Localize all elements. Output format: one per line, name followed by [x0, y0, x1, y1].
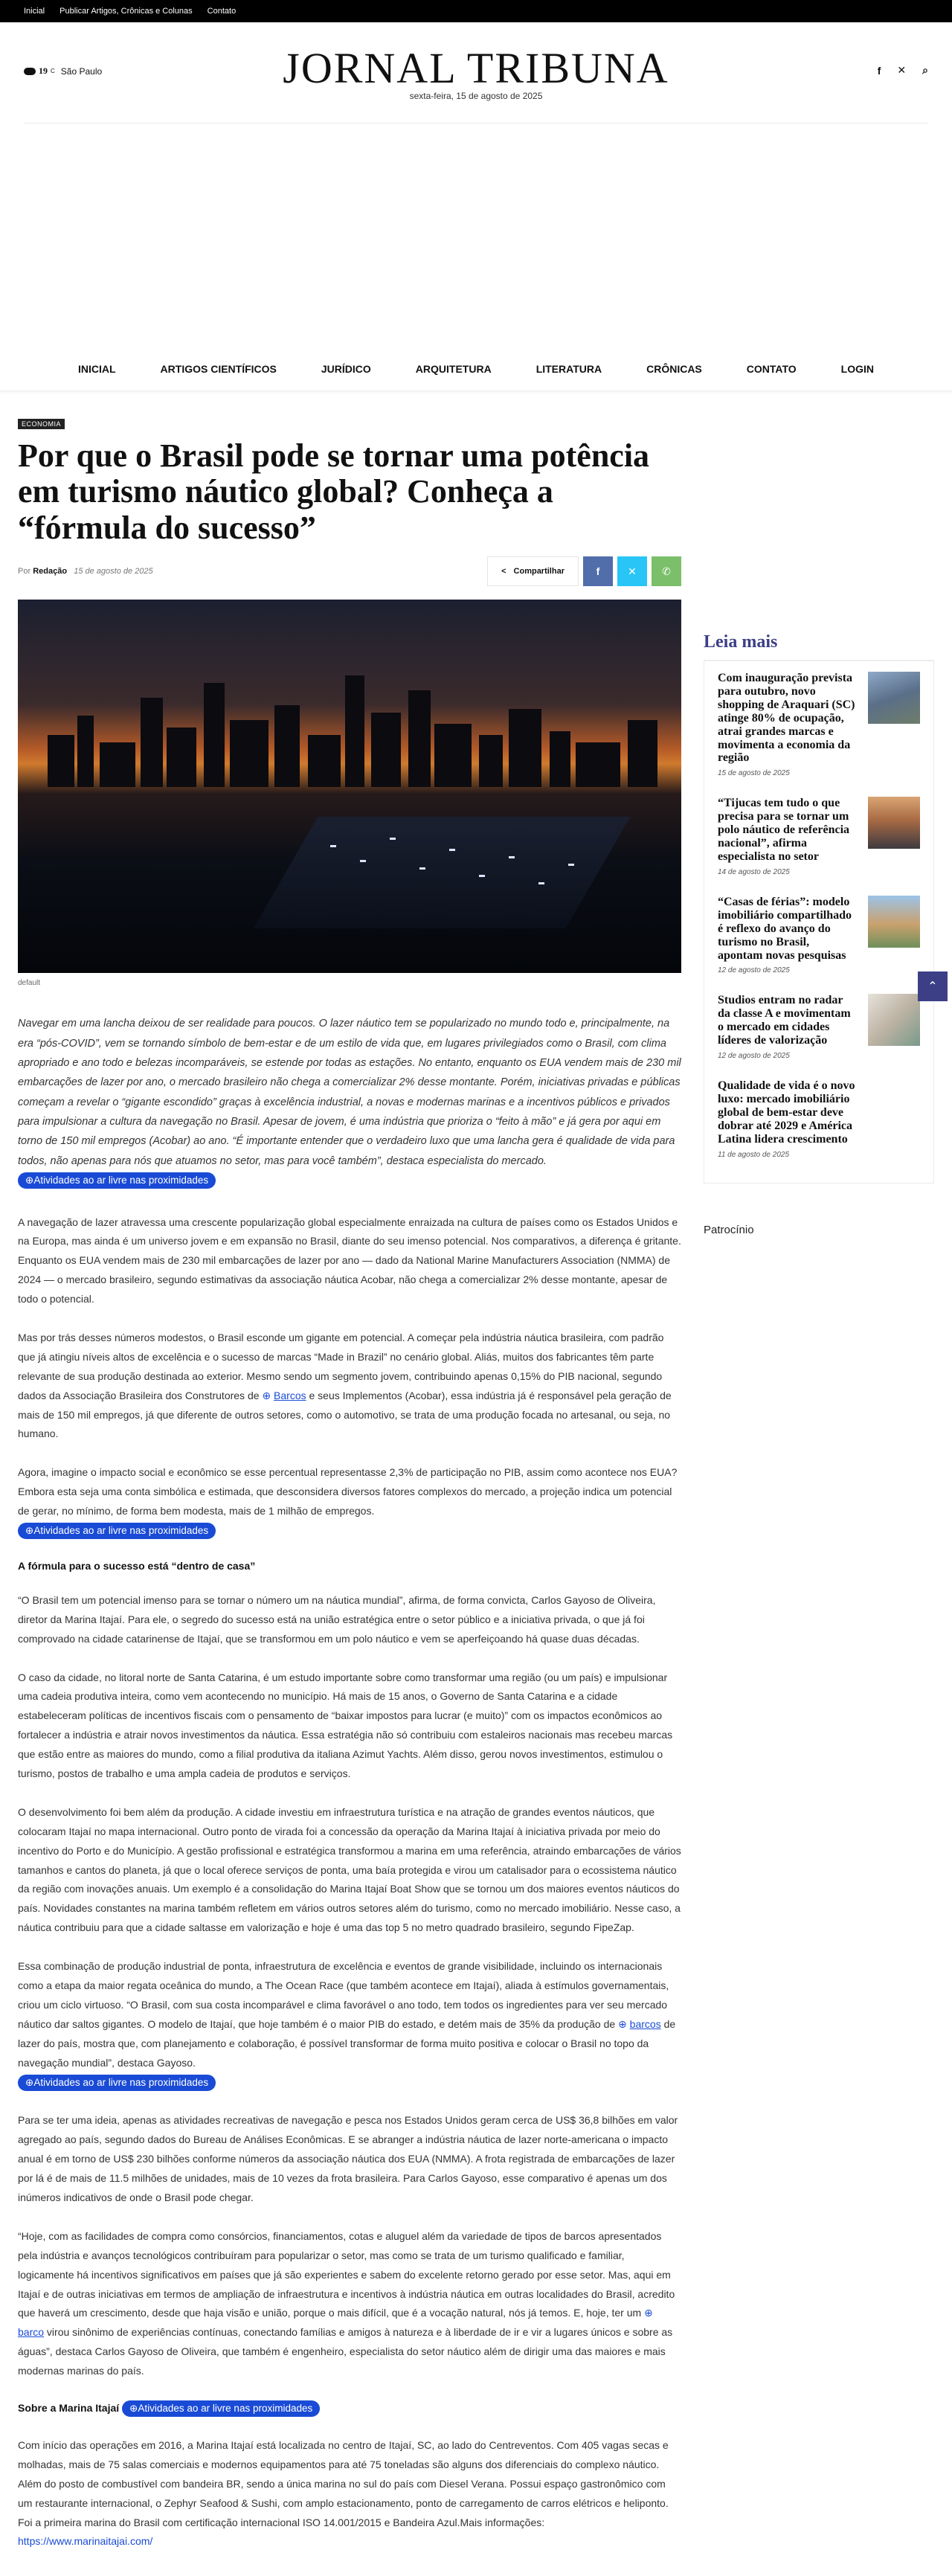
article-intro [18, 1014, 681, 1190]
x-share-icon[interactable]: ✕ [617, 556, 647, 586]
header-social [878, 64, 928, 77]
hero-image [18, 600, 681, 973]
sidebar-item-title[interactable]: “Casas de férias”: modelo imobiliário compartilhado é reflexo do avanço do turismo no Brasil, apontam novas pesquisas [718, 895, 852, 962]
sidebar-thumbnail[interactable] [868, 672, 920, 724]
sidebar-item[interactable] [718, 672, 920, 777]
sidebar-item-date: 11 de agosto de 2025 [718, 1150, 790, 1159]
sidebar-thumbnail[interactable] [868, 994, 920, 1046]
article-paragraph: “O Brasil tem um potencial imenso para se tornar o número um na náutica mundial”, afirma, de forma convicta, Carlos Gayoso de Oliveira, diretor da Marina Itajaí. Para ele, o segredo do sucesso está na união estratégica entre o setor público e a iniciativa privada, o que já foi comprovado na cidade catarinense de Itajaí, que se transformou em um polo náutico e vem se aperfeiçoando há quase duas décadas. [18, 1593, 656, 1645]
weather-unit: C [51, 68, 55, 74]
share-icon: < [501, 567, 506, 576]
nav-item-artigos[interactable]: ARTIGOS CIENTÍFICOS [160, 362, 277, 375]
sidebar-title: Leia mais [704, 632, 934, 661]
activities-pill[interactable]: ⊕ Atividades ao ar livre nas proximidades [122, 2400, 320, 2417]
sidebar-item-date: 15 de agosto de 2025 [718, 769, 790, 778]
paragraph-text: de lazer do país, mostra que, com planejamento e colaboração, é possível transformar de forma muito positiva e colocar o Brasil no topo da navegação mundial”, destaca Gayoso. [18, 2017, 676, 2069]
activities-pill[interactable]: ⊕ Atividades ao ar livre nas proximidades [18, 1523, 216, 1539]
topbar-link-inicial[interactable]: Inicial [24, 7, 45, 16]
sidebar-item[interactable] [718, 994, 920, 1060]
share-button[interactable] [487, 556, 579, 586]
marina-website-link[interactable]: https://www.marinaitajai.com/ [18, 2535, 153, 2548]
paragraph-text: “Hoje, com as facilidades de compra como consórcios, financiamentos, cotas e aluguel além da variedade de tipos de barcos apresentados pela indústria e avanços tecnológicos contribuíram para popularizar o setor, mas como se trata de um turismo qualificado e familiar, logicamente há incentivos significativos em países que já são experientes e sabem do excelente retorno gerado por esse setor. Mas, aqui em Itajaí e de outras iniciativas em termos de ampliação de infraestrutura e incentivos à indústria náutica em outras localidades do Brasil, acredito que haverá um crescimento, desde que haja visão e união, porque o mais difícil, que é a vocação natural, nós já temos. E, hoje, ter um [18, 2229, 675, 2319]
paragraph-text: Com início das operações em 2016, a Marina Itajaí está localizada no centro de Itajaí, SC, ao lado do Centreventos. Com 405 vagas secas e molhadas, mais de 75 salas comerciais e modernos equipamentos para até 75 toneladas são alguns dos diferenciais do complexo náutico. Além do posto de combustível com bandeira BR, sendo a única marina no sul do país com Diesel Verana. Possui espaço gastronômico com um restaurante internacional, o Zephyr Seafood & Sushi, com amplo estacionamento, ponto de carregamento de carros elétricos e heliponto. Foi a primeira marina do Brasil com certificação internacional ISO 14.001/2015 e Bandeira Azul.Mais informações: [18, 2438, 669, 2528]
scroll-to-top-button[interactable] [918, 971, 948, 1001]
share-label: Compartilhar [513, 567, 565, 576]
search-icon[interactable]: ⌕ [922, 64, 928, 76]
top-bar [0, 0, 952, 22]
sidebar [704, 632, 934, 1236]
barco-link[interactable]: ⊕ barco [18, 2307, 653, 2339]
article-paragraph [18, 1463, 681, 1541]
site-logo[interactable]: JORNAL TRIBUNA [283, 44, 669, 92]
article-meta-row [18, 556, 681, 586]
article-paragraph: Para se ter uma ideia, apenas as atividades recreativas de navegação e pesca nos Estados Unidos geram cerca de US$ 36,8 bilhões em valor agregado ao país, segundo dados do Bureau de Análises Econômicas. E se abranger a indústria náutica de lazer norte-americana o impacto anual é em torno de US$ 230 bilhões conforme números da associação náutica dos EUA (NMMA). A frota registrada de embarcações de lazer por lá é de mais de 11.5 milhões de unidades, mais de 10 vezes da frota brasileira. Para Carlos Gayoso, esse comparativo é apenas um dos inúmeros indicativos de onde o Brasil pode chegar. [18, 2114, 678, 2203]
main-nav [0, 347, 952, 391]
section-heading: A fórmula para o sucesso está “dentro de casa” [18, 1559, 256, 1572]
sidebar-item-date: 12 de agosto de 2025 [718, 966, 790, 975]
sidebar-list [704, 661, 934, 1183]
article-date: 15 de agosto de 2025 [74, 567, 153, 576]
facebook-share-icon[interactable]: f [583, 556, 613, 586]
weather-city: São Paulo [60, 65, 103, 77]
nav-item-contato[interactable]: CONTATO [746, 362, 797, 375]
article-paragraph [18, 2436, 681, 2551]
section-heading: Sobre a Marina Itajaí ⊕ Atividades ao ar livre nas proximidades [18, 2400, 681, 2417]
sidebar-item-title[interactable]: “Tijucas tem tudo o que precisa para se tornar um polo náutico de referência nacional”, afirma especialista no setor [718, 797, 850, 863]
article [18, 417, 681, 2571]
sidebar-item-date: 14 de agosto de 2025 [718, 867, 790, 876]
facebook-icon[interactable]: f [877, 64, 881, 77]
barcos-link[interactable]: ⊕ barcos [618, 2017, 661, 2030]
paragraph-text: e seus Implementos (Acobar), essa indústria já é responsável pela geração de mais de 150 mil empregos, já que diferente de outros setores, como o automotivo, se trata de uma produção focada no artesanal, ou seja, no humano. [18, 1389, 672, 1440]
topbar-link-contato[interactable]: Contato [207, 7, 237, 16]
article-paragraph: O caso da cidade, no litoral norte de Santa Catarina, é um estudo importante sobre como transformar uma região (ou um país) e impulsionar uma cadeia produtiva inteira, como vem acontecendo no município. Há mais de 15 anos, o Governo de Santa Catarina e a cidade estabeleceram políticas de incentivos fiscais com o pensamento de “baixar impostos para lucrar (e muito)” com os impactos econômicos ao fortalecer a indústria e atrair novos investimentos da náutica. Essa estratégia não só contribuiu com estaleiros nacionais mas recebeu marcas que estão entre as maiores do mundo, como a filial produtiva da italiana Azimut Yachts. Além disso, gerou novos investimentos, estimulou o turismo, postos de trabalho e uma ampla cadeia de produtos e serviços. [18, 1671, 673, 1780]
article-paragraph [18, 1329, 681, 1444]
activities-pill[interactable]: ⊕ Atividades ao ar livre nas proximidades [18, 1172, 216, 1189]
topbar-link-publicar[interactable]: Publicar Artigos, Crônicas e Colunas [60, 7, 193, 16]
paragraph-text: Essa combinação de produção industrial de ponta, infraestrutura de excelência e eventos de grande visibilidade, incluindo os internacionais como a etapa da maior regata oceânica do mundo, a The Ocean Race (que também acontece em Itajaí), aliada à estímulos governamentais, criou um ciclo virtuoso. “O Brasil, com sua costa incomparável e clima favorável o ano todo, tem todos os ingredientes para ver seu mercado náutico dar saltos gigantes. O modelo de Itajaí, que hoje também é o maior PIB do estado, e detém mais de 35% da produção de [18, 1960, 669, 2030]
article-paragraph: A navegação de lazer atravessa uma crescente popularização global especialmente enraizada na cultura de países como os Estados Unidos e na Europa, mas ainda é um universo jovem e em expansão no Brasil, diante do seu imenso potencial. Nos comparativos, a diferença é gritante. Enquanto os EUA vendem mais de 230 mil embarcações de lazer por ano — dado da National Marine Manufacturers Association (NMMA) de 2024 — o mercado brasileiro, segundo estimativas da associação náutica Acobar, não chega a comercializar 2% desse montante, apesar de todo o potencial. [18, 1215, 681, 1305]
sidebar-item-title[interactable]: Com inauguração prevista para outubro, novo shopping de Araquari (SC) atinge 80% de ocupação, atrai grandes marcas e movimenta a economia da região [718, 672, 855, 765]
x-icon[interactable]: ✕ [897, 64, 907, 76]
article-title: Por que o Brasil pode se tornar uma potência em turismo náutico global? Conheça a “fórmula do sucesso” [18, 437, 650, 546]
sidebar-thumbnail[interactable] [868, 797, 920, 849]
sidebar-item-title[interactable]: Studios entram no radar da classe A e movimentam o mercado em cidades líderes de valorização [718, 994, 851, 1047]
sidebar-item-date: 12 de agosto de 2025 [718, 1052, 790, 1061]
sponsor-label: Patrocínio [704, 1223, 754, 1236]
sidebar-item[interactable] [718, 797, 920, 876]
sidebar-thumbnail[interactable] [868, 896, 920, 948]
author-link[interactable]: Redação [33, 567, 68, 576]
article-paragraph [18, 2227, 681, 2381]
nav-item-login[interactable]: LOGIN [840, 362, 874, 375]
nav-item-juridico[interactable]: JURÍDICO [321, 362, 371, 375]
by-label: Por [18, 567, 31, 576]
nav-item-literatura[interactable]: LITERATURA [536, 362, 602, 375]
paragraph-text: Mas por trás desses números modestos, o Brasil esconde um gigante em potencial. A começar pela indústria náutica brasileira, com padrão que já atingiu níveis altos de excelência e o sucesso de marcas “Made in Brazil” no cenário global. Aliás, muitos dos fabricantes têm parte relevante de sua produção destinada ao exterior. Mesmo sendo um segmento jovem, contribuindo apenas 0,15% do PIB nacional, segundo dados da Associação Brasileira dos Construtores de [18, 1332, 664, 1401]
article-meta [18, 567, 153, 576]
nav-item-inicial[interactable]: INICIAL [77, 362, 116, 375]
intro-text: Navegar em uma lancha deixou de ser realidade para poucos. O lazer náutico tem se popularizado no mundo todo e, principalmente, na era “pós-COVID”, vem se tornando símbolo de bem-estar e de um estilo de vida que, em lugares privilegiados como o Brasil, com clima apropriado e ano todo e belezas incomparáveis, se estende por todas as estações. No entanto, enquanto os EUA vendem mais de 230 mil embarcações de lazer por ano, o mercado brasileiro não chega a comercializar 2% desse montante. Porém, iniciativas privadas e públicas começam a revelar o “gigante escondido” graças à excelência industrial, a novas e modernas marinas e a incentivos públicos e privados para impulsionar a cultura da navegação no Brasil. Apesar de jovem, é uma indústria que prioriza o “feito à mão” e já gera por aqui em torno de 150 mil empregos (Acobar) ao ano. “É importante entender que o verdadeiro luxo que uma lancha gera é qualidade de vida para todos, não apenas para nós que atuamos no setor, mas para você também”, destaca especialista do mercado. [18, 1018, 681, 1167]
share-group [487, 556, 681, 586]
marina-dock [254, 817, 631, 928]
paragraph-text: virou sinônimo de experiências contínuas, conectando famílias e amigos à natureza e à liberdade de ir e vir a lugares únicos e sobre as águas”, destaca Carlos Gayoso de Oliveira, que também é engenheiro, especialista do setor náutico além de dirigir uma das maiores e mais modernas marinas do país. [18, 2326, 673, 2377]
nav-item-arquitetura[interactable]: ARQUITETURA [415, 362, 492, 375]
image-caption: default [18, 979, 41, 988]
sidebar-item[interactable] [718, 896, 920, 975]
weather-temp: 19 [39, 65, 48, 76]
whatsapp-share-icon[interactable]: ✆ [652, 556, 681, 586]
sidebar-item-title[interactable]: Qualidade de vida é o novo luxo: mercado imobiliário global de bem-estar deve dobrar até 2029 e América Latina lidera crescimento [718, 1079, 855, 1146]
site-header [24, 22, 928, 123]
article-paragraph: O desenvolvimento foi bem além da produção. A cidade investiu em infraestrutura turística e na atração de grandes eventos náuticos, que colocaram Itajaí no mapa internacional. Outro ponto de virada foi a concessão da operação da Marina Itajaí à iniciativa privada por meio do incentivo do Porto e do Município. A gestão profissional e estratégica transformou a marina em uma referência, atraindo embarcações de vários tamanhos e cantos do planeta, já que o local oferece serviços de ponta, uma baía protegida e virou um catalisador para o ecossistema náutico da região com inovações anuais. Um exemplo é a consolidação do Marina Itajaí Boat Show que se tornou um dos maiores eventos náuticos do país. Novidades constantes na marina também refletem em vários outros setores além do turismo, como no mercado imobiliário. Nesse caso, a náutica contribuiu para que a cidade saltasse em valorização e hoje é uma das top 5 no metro quadrado brasileiro, segundo FipeZap. [18, 1805, 681, 1934]
nav-item-cronicas[interactable]: CRÔNICAS [646, 362, 702, 375]
header-date: sexta-feira, 15 de agosto de 2025 [409, 91, 543, 101]
barcos-link[interactable]: ⊕ Barcos [262, 1389, 306, 1401]
chevron-up-icon: ⌃ [927, 980, 938, 993]
ad-space [0, 123, 952, 347]
activities-pill[interactable]: ⊕ Atividades ao ar livre nas proximidades [18, 2075, 216, 2091]
paragraph-text: Agora, imagine o impacto social e econômico se esse percentual representasse 2,3% de participação no PIB, assim como acontece nos EUA? Embora esta seja uma conta simbólica e estimada, que desconsidera diversos fatores complexos do mercado, a projeção indica um potencial de gerar, no mínimo, de forma bem modesta, mais de 1 milhão de empregos. [18, 1466, 678, 1517]
article-paragraph [18, 1957, 681, 2092]
category-badge[interactable]: ECONOMIA [18, 419, 65, 429]
sidebar-item[interactable] [718, 1079, 920, 1159]
